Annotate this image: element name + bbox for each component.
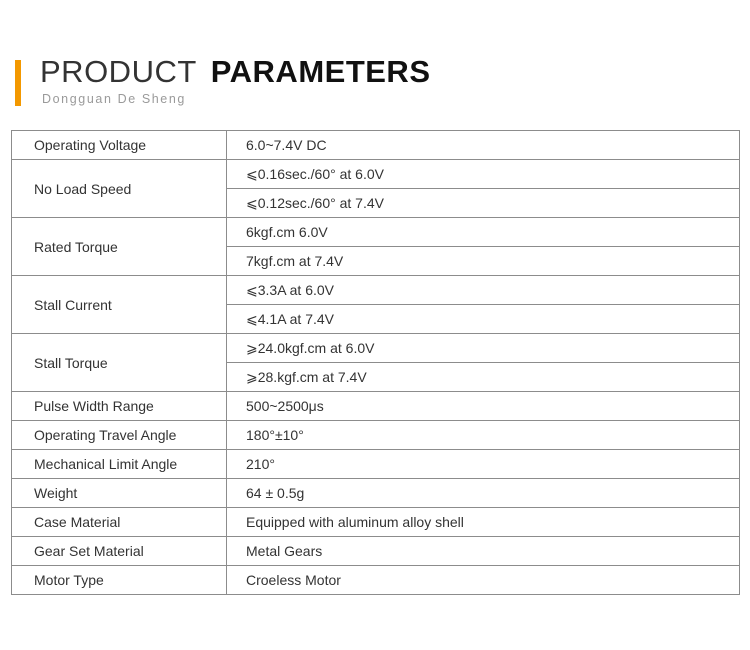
table-row xyxy=(12,276,740,305)
parameter-value: 210° xyxy=(227,450,740,479)
parameters-table-body xyxy=(12,131,740,595)
parameter-value: ⩽0.12sec./60° at 7.4V xyxy=(227,189,740,218)
table-row xyxy=(12,160,740,189)
parameter-value: ⩾28.kgf.cm at 7.4V xyxy=(227,363,740,392)
parameter-value: ⩽0.16sec./60° at 6.0V xyxy=(227,160,740,189)
table-row xyxy=(12,218,740,247)
parameters-table xyxy=(11,130,740,595)
parameter-value: 64 ± 0.5g xyxy=(227,479,740,508)
parameter-label: Stall Torque xyxy=(12,334,227,392)
table-row xyxy=(12,479,740,508)
parameter-label: Operating Travel Angle xyxy=(12,421,227,450)
parameter-label: Gear Set Material xyxy=(12,537,227,566)
title-light: PRODUCT xyxy=(40,54,197,89)
accent-bar xyxy=(15,60,21,106)
parameter-value: ⩾24.0kgf.cm at 6.0V xyxy=(227,334,740,363)
table-row xyxy=(12,131,740,160)
parameter-value: Croeless Motor xyxy=(227,566,740,595)
parameter-value: Metal Gears xyxy=(227,537,740,566)
table-row xyxy=(12,566,740,595)
parameter-label: Mechanical Limit Angle xyxy=(12,450,227,479)
table-row xyxy=(12,508,740,537)
table-row xyxy=(12,537,740,566)
parameter-value: 7kgf.cm at 7.4V xyxy=(227,247,740,276)
parameter-label: Pulse Width Range xyxy=(12,392,227,421)
parameter-value: ⩽3.3A at 6.0V xyxy=(227,276,740,305)
parameter-label: Stall Current xyxy=(12,276,227,334)
parameter-label: Weight xyxy=(12,479,227,508)
parameter-label: Rated Torque xyxy=(12,218,227,276)
page-title xyxy=(40,52,431,92)
parameter-label: Case Material xyxy=(12,508,227,537)
table-row xyxy=(12,421,740,450)
parameter-value: 500~2500μs xyxy=(227,392,740,421)
parameter-value: 6.0~7.4V DC xyxy=(227,131,740,160)
table-row xyxy=(12,392,740,421)
table-row xyxy=(12,334,740,363)
parameter-value: Equipped with aluminum alloy shell xyxy=(227,508,740,537)
page-subtitle: Dongguan De Sheng xyxy=(42,92,186,106)
parameter-value: ⩽4.1A at 7.4V xyxy=(227,305,740,334)
table-row xyxy=(12,450,740,479)
parameter-label: Motor Type xyxy=(12,566,227,595)
parameter-label: No Load Speed xyxy=(12,160,227,218)
title-bold: PARAMETERS xyxy=(210,54,431,89)
parameter-label: Operating Voltage xyxy=(12,131,227,160)
parameter-value: 180°±10° xyxy=(227,421,740,450)
parameter-value: 6kgf.cm 6.0V xyxy=(227,218,740,247)
